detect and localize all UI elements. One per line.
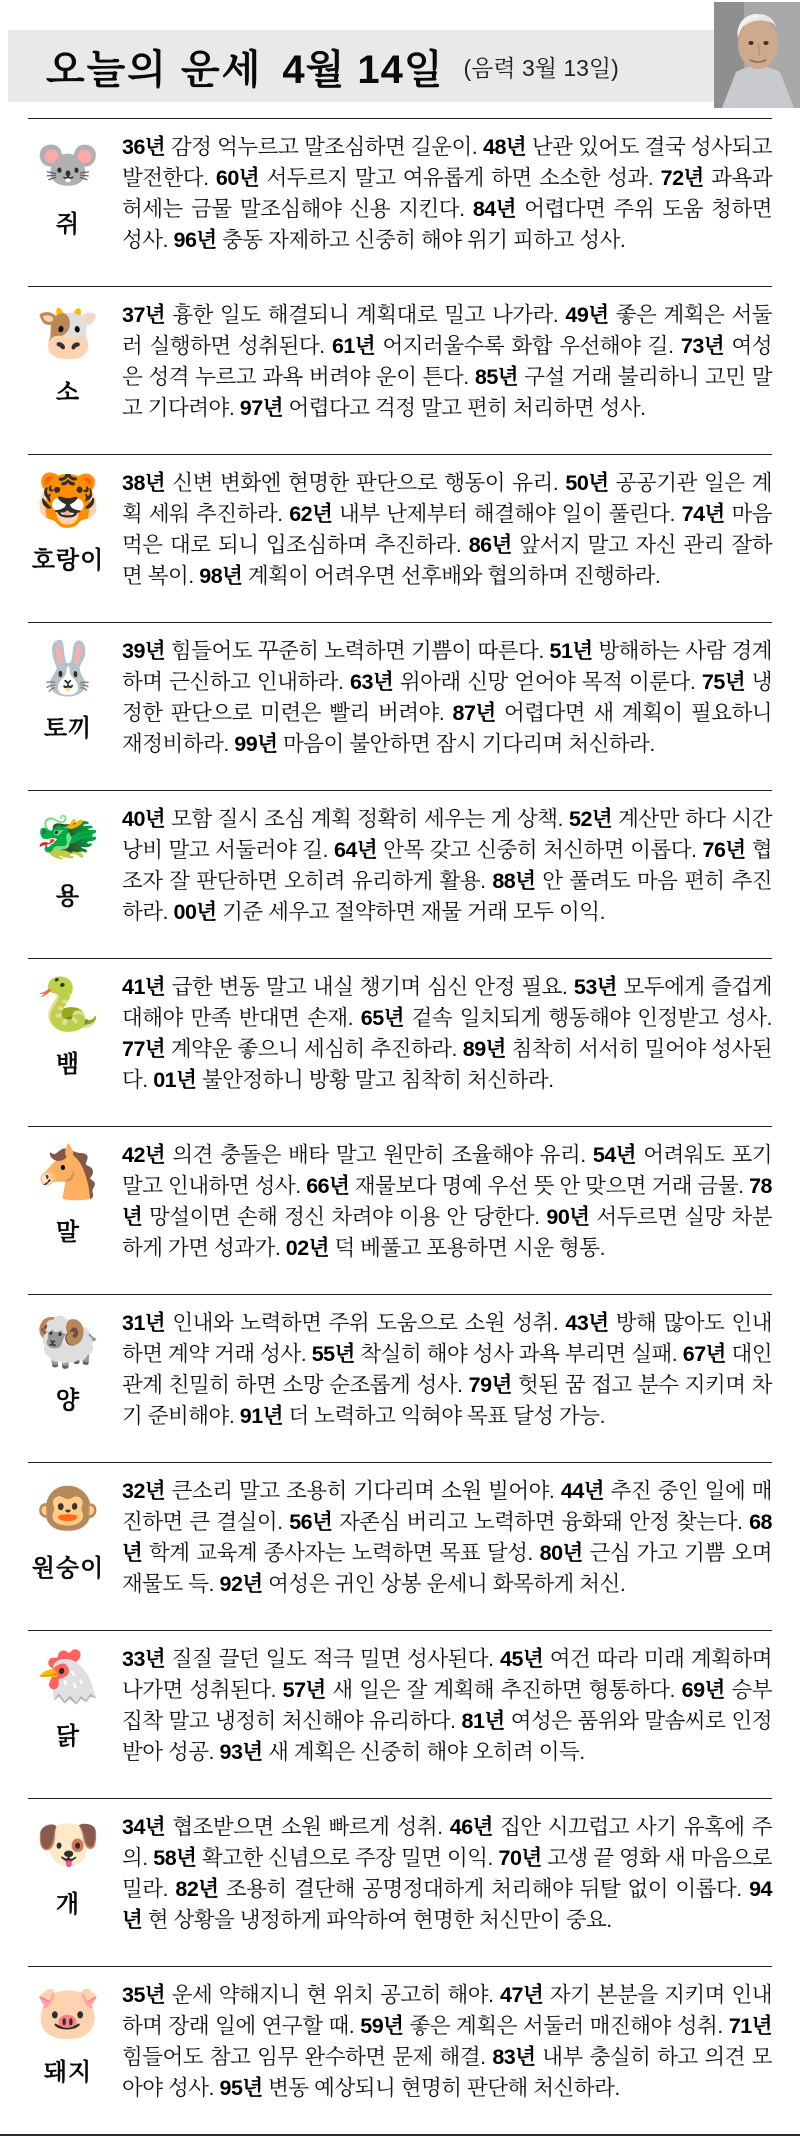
fortune-text: 33년 질질 끌던 일도 적극 밀면 성사된다. 45년 여건 따라 미래 계획하며 나가면 성취된다. 57년 새 일은 잘 계획해 추진하면 형통하다. 69년 승부 집착 말고 냉정히 처신해야 유리하다. 81년 여성은 품위와 말솜씨로 인정받아 성공. 93년 새 계획은 신중히 해야 오히려 이득. [122,1647,773,1764]
masthead [0,0,800,118]
masthead-bar [8,30,718,102]
zodiac-left-column [28,130,108,239]
solar-date-label: 4월 14일 [282,47,444,92]
zodiac-left-column [28,1642,108,1751]
animal-name-label: 닭 [55,1723,81,1750]
rabbit-icon: 🐰 [35,640,101,698]
zodiac-list [0,118,800,2136]
animal-name-label: 돼지 [43,2059,93,2086]
horse-icon: 🐴 [35,1144,101,1202]
fortune-text: 38년 신변 변화엔 현명한 판단으로 행동이 유리. 50년 공공기관 일은 계획 세워 추진하라. 62년 내부 난제부터 해결해야 일이 풀린다. 74년 마음먹은 대로 되니 입조심하며 추진하라. 86년 앞서지 말고 자신 관리 잘하면 복이. 98년 계획이 어려우면 선후배와 협의하며 진행하라. [122,471,772,588]
zodiac-left-column [28,1978,108,2087]
zodiac-left-column [28,634,108,743]
animal-name-label: 소 [55,379,81,406]
zodiac-left-column [28,970,108,1079]
zodiac-section-dog [28,1798,772,1966]
fortune-text: 35년 운세 약해지니 현 위치 공고히 해야. 47년 자기 본분을 지키며 인내하며 장래 일에 연구할 때. 59년 좋은 계획은 서둘러 매진해야 성취. 71년 힘들어도 참고 임무 완수하면 문제 해결. 83년 내부 충실히 하고 의견 모아야 성사. 95년 변동 예상되니 현명히 판단해 처신하라. [122,1983,772,2100]
animal-name-label: 호랑이 [31,547,105,574]
fortune-text: 40년 모함 질시 조심 계획 정확히 세우는 게 상책. 52년 계산만 하다 시간 낭비 말고 서둘러야 길. 64년 안목 갖고 신중히 처신하면 이롭다. 76년 협조자 잘 판단하면 오히려 유리하게 활용. 88년 안 풀려도 마음 편히 추진하라. 00년 기준 세우고 절약하면 재물 거래 모두 이익. [122,807,772,924]
zodiac-left-column [28,1138,108,1247]
fortune-text: 31년 인내와 노력하면 주위 도움으로 소원 성취. 43년 방해 많아도 인내하면 계약 거래 성사. 55년 착실히 해야 성사 과욕 부리면 실패. 67년 대인관계 친밀히 하면 소망 순조롭게 성사. 79년 헛된 꿈 접고 분수 지키며 차기 준비해야. 91년 더 노력하고 익혀야 목표 달성 가능. [122,1311,772,1428]
zodiac-section-rooster [28,1630,772,1798]
pig-icon: 🐷 [35,1984,101,2042]
zodiac-section-rabbit [28,622,772,790]
animal-name-label: 개 [55,1891,81,1918]
animal-name-label: 용 [55,883,81,910]
zodiac-section-snake [28,958,772,1126]
rooster-icon: 🐔 [35,1648,101,1706]
zodiac-section-monkey [28,1462,772,1630]
lunar-date-label: (음력 3월 13일) [463,54,619,81]
ox-icon: 🐮 [35,304,101,362]
snake-icon: 🐍 [35,976,101,1034]
zodiac-section-pig [28,1966,772,2134]
zodiac-section-horse [28,1126,772,1294]
animal-name-label: 뱀 [55,1051,81,1078]
rat-icon: 🐭 [35,136,101,194]
zodiac-section-rat [28,118,772,286]
animal-name-label: 쥐 [55,211,81,238]
dragon-icon: 🐲 [35,808,101,866]
columnist-photo [714,2,800,108]
animal-name-label: 원숭이 [31,1555,105,1582]
zodiac-section-ox [28,286,772,454]
zodiac-section-tiger [28,454,772,622]
fortune-text: 37년 흉한 일도 해결되니 계획대로 밀고 나가라. 49년 좋은 계획은 서둘러 실행하면 성취된다. 61년 어지러울수록 화합 우선해야 길. 73년 여성은 성격 누르고 과욕 버려야 운이 튼다. 85년 구설 거래 불리하니 고민 말고 기다려야. 97년 어렵다고 걱정 말고 편히 처리하면 성사. [122,303,772,420]
animal-name-label: 토끼 [43,715,93,742]
tiger-icon: 🐯 [35,472,101,530]
monkey-icon: 🐵 [35,1480,101,1538]
animal-name-label: 양 [55,1387,81,1414]
zodiac-left-column [28,1810,108,1919]
fortune-text: 34년 협조받으면 소원 빠르게 성취. 46년 집안 시끄럽고 사기 유혹에 주의. 58년 확고한 신념으로 주장 밀면 이익. 70년 고생 끝 영화 새 마음으로 밀라. 82년 조용히 결단해 공명정대하게 처리해야 뒤탈 없이 이롭다. 94년 현 상황을 냉정하게 파악하여 현명한 처신만이 중요. [122,1815,772,1932]
fortune-text: 32년 큰소리 말고 조용히 기다리며 소원 빌어야. 44년 추진 중인 일에 매진하면 큰 결실이. 56년 자존심 버리고 노력하면 융화돼 안정 찾는다. 68년 학계 교육계 종사자는 노력하면 목표 달성. 80년 근심 가고 기쁨 오며 재물도 득. 92년 여성은 귀인 상봉 운세니 화목하게 처신. [122,1479,772,1596]
zodiac-left-column [28,1306,108,1415]
zodiac-section-sheep [28,1294,772,1462]
fortune-text: 39년 힘들어도 꾸준히 노력하면 기쁨이 따른다. 51년 방해하는 사람 경계하며 근신하고 인내하라. 63년 위아래 신망 얻어야 목적 이룬다. 75년 냉정한 판단으로 미련은 빨리 버려야. 87년 어렵다면 새 계획이 필요하니 재정비하라. 99년 마음이 불안하면 잠시 기다리며 처신하라. [122,639,773,756]
zodiac-section-dragon [28,790,772,958]
dog-icon: 🐶 [35,1816,101,1874]
zodiac-left-column [28,802,108,911]
fortune-text: 42년 의견 충돌은 배타 말고 원만히 조율해야 유리. 54년 어려워도 포기 말고 인내하면 성사. 66년 재물보다 명예 우선 뜻 안 맞으면 거래 금물. 78년 망설이면 손해 정신 차려야 이용 안 당한다. 90년 서두르면 실망 차분하게 가면 성과가. 02년 덕 베풀고 포용하면 시운 형통. [122,1143,773,1260]
fortune-text: 41년 급한 변동 말고 내실 챙기며 심신 안정 필요. 53년 모두에게 즐겁게 대해야 만족 반대면 손재. 65년 겉속 일치되게 행동해야 인정받고 성사. 77년 계약운 좋으니 세심히 추진하라. 89년 침착히 서서히 밀어야 성사된다. 01년 불안정하니 방황 말고 침착히 처신하라. [122,975,773,1092]
zodiac-left-column [28,466,108,575]
zodiac-left-column [28,1474,108,1583]
fortune-text: 36년 감정 억누르고 말조심하면 길운이. 48년 난관 있어도 결국 성사되고 발전한다. 60년 서두르지 말고 여유롭게 하면 소소한 성과. 72년 과욕과 허세는 금물 말조심해야 신용 지킨다. 84년 어렵다면 주위 도움 청하면 성사. 96년 충동 자제하고 신중히 해야 위기 피하고 성사. [122,135,772,252]
zodiac-left-column [28,298,108,407]
animal-name-label: 말 [55,1219,81,1246]
sheep-icon: 🐏 [35,1312,101,1370]
page-title: 오늘의 운세 [46,47,263,92]
